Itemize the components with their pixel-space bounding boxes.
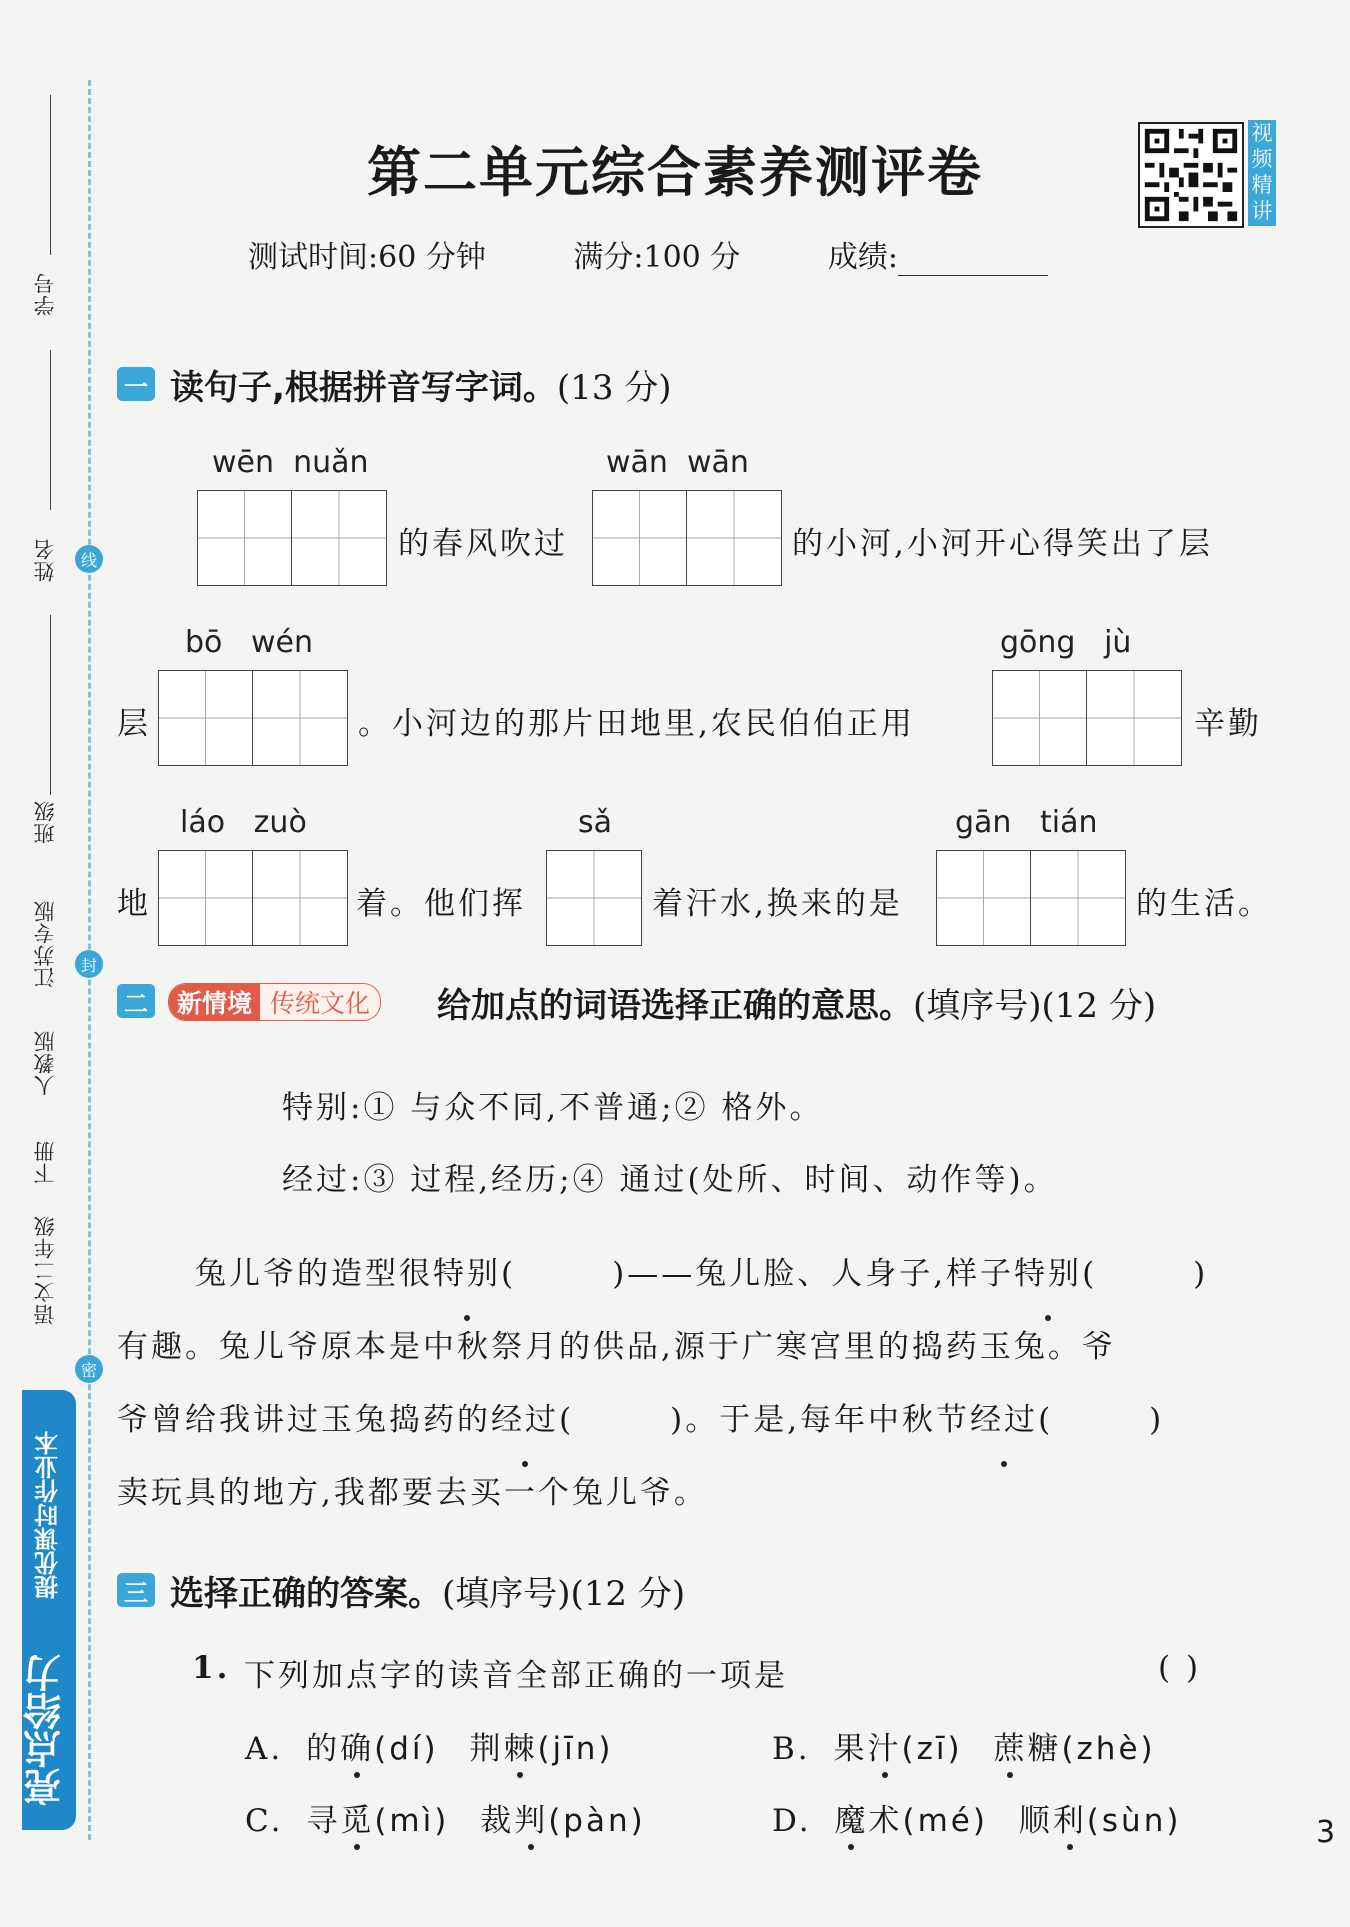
passage-text: )。于是,每年中秋节 xyxy=(670,1402,971,1438)
option-char: 的 xyxy=(306,1731,341,1767)
dotted-char: 觅 xyxy=(340,1795,374,1840)
sentence-fragment: 层 xyxy=(117,706,151,742)
passage-line-1 xyxy=(195,1238,1208,1311)
option-char: 顺 xyxy=(1018,1803,1053,1839)
dotted-char: 汁 xyxy=(868,1723,902,1768)
grid-cell[interactable] xyxy=(159,851,253,945)
question-number: 1. xyxy=(192,1650,231,1686)
question-text: 下列加点字的读音全部正确的一项是 xyxy=(244,1658,788,1694)
grid-cell[interactable] xyxy=(593,491,687,585)
grid-cell[interactable] xyxy=(1031,851,1125,945)
grid-cell[interactable] xyxy=(253,671,347,765)
option-char: 寻 xyxy=(306,1803,341,1839)
edition-volume: 下册 xyxy=(33,1140,57,1184)
option-pinyin: (sùn) xyxy=(1086,1803,1182,1839)
dotted-char: 棘 xyxy=(503,1723,537,1768)
sentence-fragment: 地 xyxy=(117,886,151,922)
paren-close: ) xyxy=(1149,1402,1165,1438)
page-title: 第二单元综合素养测评卷 xyxy=(367,140,983,204)
dotted-word-text: 特别 xyxy=(1014,1238,1082,1311)
video-explain-label: 视频精讲 xyxy=(1248,120,1276,226)
option-c[interactable] xyxy=(245,1795,646,1840)
grid-cell[interactable] xyxy=(993,671,1087,765)
option-label: C. xyxy=(245,1803,284,1839)
tag-new-context: 新情境 xyxy=(169,984,260,1020)
pinyin-wanwan: wān wān xyxy=(606,445,749,480)
dotted-word-text: 特别 xyxy=(433,1238,501,1311)
cut-mark-seal: 封 xyxy=(75,950,103,978)
dotted-char: 利 xyxy=(1053,1795,1087,1840)
dotted-word xyxy=(433,1256,501,1292)
option-char: 术 xyxy=(868,1803,903,1839)
full-score: 满分:100 分 xyxy=(573,240,741,275)
section-2-title xyxy=(437,978,1156,1027)
section-2-heading: 给加点的词语选择正确的意思。 xyxy=(437,986,913,1026)
paren-open: ( xyxy=(1082,1256,1098,1292)
option-char: 果 xyxy=(833,1731,868,1767)
sentence-fragment: 辛勤 xyxy=(1194,706,1262,742)
class-line xyxy=(50,615,51,795)
definition-jingguo: 经过:③ 过程,经历;④ 通过(处所、时间、动作等)。 xyxy=(282,1162,1058,1198)
name-label: 姓名 xyxy=(33,538,57,582)
sentence-fragment: 。小河边的那片田地里,农民伯伯正用 xyxy=(358,706,915,742)
sentence-fragment: 的春风吹过 xyxy=(398,526,568,562)
dotted-char: 判 xyxy=(514,1795,548,1840)
option-label: A. xyxy=(245,1731,284,1767)
pinyin-sa: sǎ xyxy=(578,805,613,840)
section-3-badge: 三 xyxy=(117,1573,155,1607)
passage-line-2: 有趣。兔儿爷原本是中秋祭月的供品,源于广寒宫里的捣药玉兔。爷 xyxy=(117,1329,1116,1365)
tag-traditional-culture: 传统文化 xyxy=(260,984,380,1020)
paren-open: ( xyxy=(559,1402,575,1438)
cut-mark-line: 线 xyxy=(75,545,103,573)
sentence-fragment: 着汗水,换来的是 xyxy=(652,886,903,922)
writing-grid-bowen[interactable] xyxy=(158,670,348,766)
score-blank xyxy=(898,245,1048,276)
writing-grid-wennuan[interactable] xyxy=(197,490,387,586)
test-time: 测试时间:60 分钟 xyxy=(248,240,486,275)
option-pinyin: (mì) xyxy=(374,1803,450,1839)
option-pinyin: (zī) xyxy=(901,1731,963,1767)
option-pinyin: (zhè) xyxy=(1061,1731,1156,1767)
student-id-label: 学号 xyxy=(33,272,57,316)
dotted-char: 确 xyxy=(340,1723,374,1768)
writing-grid-sa[interactable] xyxy=(546,850,642,946)
dotted-char: 蔗 xyxy=(993,1723,1027,1768)
dotted-word-text: 经过 xyxy=(970,1384,1038,1457)
cut-mark-secret: 密 xyxy=(75,1355,103,1383)
option-label: B. xyxy=(772,1731,811,1767)
qr-pattern-icon xyxy=(1140,124,1242,226)
definition-tebie: 特别:① 与众不同,不普通;② 格外。 xyxy=(282,1090,824,1126)
paren-close: ) xyxy=(1193,1256,1209,1292)
option-d[interactable] xyxy=(772,1795,1181,1840)
pinyin-gantian: gān tián xyxy=(955,805,1098,840)
grid-cell[interactable] xyxy=(198,491,292,585)
option-pinyin: (mé) xyxy=(902,1803,988,1839)
section-3-heading: 选择正确的答案。 xyxy=(170,1574,442,1614)
writing-grid-laozuo[interactable] xyxy=(158,850,348,946)
option-pinyin: (dí) xyxy=(374,1731,439,1767)
grid-cell[interactable] xyxy=(253,851,347,945)
context-tag xyxy=(168,983,381,1021)
name-line xyxy=(50,350,51,510)
option-char: 荆 xyxy=(469,1731,504,1767)
passage-text: 爷曾给我讲过玉兔捣药的 xyxy=(117,1402,491,1438)
test-meta xyxy=(248,232,1048,276)
grid-cell[interactable] xyxy=(937,851,1031,945)
qr-code[interactable] xyxy=(1138,122,1244,228)
brand-logo: 亮点给力 xyxy=(23,1654,68,1806)
writing-grid-gongju[interactable] xyxy=(992,670,1182,766)
answer-paren[interactable]: ( ) xyxy=(1158,1650,1202,1686)
section-1-points: (13 分) xyxy=(556,368,672,408)
section-2-badge: 二 xyxy=(117,984,155,1018)
passage-text: )——兔儿脸、人身子,样子 xyxy=(612,1256,1015,1292)
passage-line-3 xyxy=(117,1384,1164,1457)
grid-cell[interactable] xyxy=(1087,671,1181,765)
section-1-title xyxy=(170,360,672,409)
grid-cell[interactable] xyxy=(687,491,781,585)
option-a[interactable] xyxy=(245,1723,614,1768)
passage-text: 兔儿爷的造型很 xyxy=(195,1256,433,1292)
edition-province: 江苏专版 xyxy=(33,900,57,988)
pinyin-wennuan: wēn nuǎn xyxy=(212,445,369,480)
edition-grade: 语文二年级 xyxy=(33,1215,57,1325)
section-1-badge: 一 xyxy=(117,367,155,401)
option-char: 裁 xyxy=(480,1803,515,1839)
section-1-heading: 读句子,根据拼音写字词。 xyxy=(170,368,557,408)
pinyin-gongju: gōng jù xyxy=(1000,625,1132,660)
section-3-title xyxy=(170,1566,685,1615)
score-label: 成绩: xyxy=(827,240,898,275)
pinyin-laozuo: láo zuò xyxy=(180,805,307,840)
option-label: D. xyxy=(772,1803,812,1839)
writing-grid-wanwan[interactable] xyxy=(592,490,782,586)
option-b[interactable] xyxy=(772,1723,1156,1768)
paren-open: ( xyxy=(1038,1402,1054,1438)
section-2-points: (填序号)(12 分) xyxy=(913,986,1157,1026)
grid-cell[interactable] xyxy=(547,851,641,945)
brand-slogan: 提优课时作业本 xyxy=(34,1431,63,1599)
edition-publisher: 人教版 xyxy=(33,1030,57,1096)
pinyin-bowen: bō wén xyxy=(185,625,314,660)
option-pinyin: (jīn) xyxy=(537,1731,614,1767)
passage-line-4: 卖玩具的地方,我都要去买一个兔儿爷。 xyxy=(117,1475,708,1511)
sentence-fragment: 的生活。 xyxy=(1136,886,1272,922)
class-label: 班级 xyxy=(33,800,57,844)
option-char: 糖 xyxy=(1027,1731,1062,1767)
writing-grid-gantian[interactable] xyxy=(936,850,1126,946)
paren-open: ( xyxy=(501,1256,517,1292)
option-pinyin: (pàn) xyxy=(548,1803,646,1839)
sentence-fragment: 的小河,小河开心得笑出了层 xyxy=(792,526,1213,562)
dotted-word-text: 经过 xyxy=(491,1384,559,1457)
grid-cell[interactable] xyxy=(159,671,253,765)
section-3-points: (填序号)(12 分) xyxy=(442,1574,686,1614)
page-number: 3 xyxy=(1316,1815,1336,1850)
sentence-fragment: 着。他们挥 xyxy=(356,886,526,922)
grid-cell[interactable] xyxy=(292,491,386,585)
dotted-char: 魔 xyxy=(834,1795,868,1840)
